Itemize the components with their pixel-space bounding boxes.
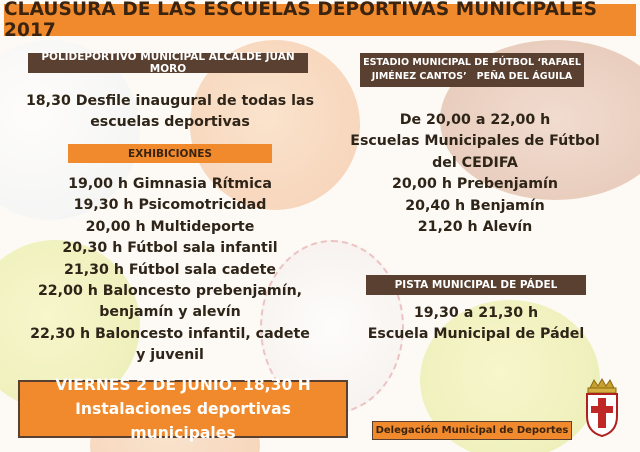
- list-item: benjamín y alevín: [99, 304, 241, 321]
- exhibitions-label: EXHIBICIONES: [128, 147, 212, 160]
- venue-label: PISTA MUNICIPAL DE PÁDEL: [394, 279, 558, 291]
- list-item: 19,00 h Gimnasia Rítmica: [68, 176, 272, 192]
- venue-label: POLIDEPORTIVO MUNICIPAL ALCALDE JUAN MORO: [41, 51, 295, 75]
- list-item: 21,20 h Alevín: [417, 219, 533, 236]
- list-item: 19,30 h Psicomotricidad: [73, 197, 267, 214]
- padel-school: Escuela Municipal de Pádel: [367, 326, 585, 343]
- list-item: Escuelas Municipales de Fútbol: [350, 133, 600, 150]
- padel-info: [345, 303, 607, 346]
- football-schedule: [345, 110, 605, 238]
- list-item: 20,00 h Multideporte: [85, 218, 255, 235]
- event-date: VIERNES 2 DE JUNIO. 18,30 H: [55, 376, 311, 394]
- list-item: De 20,00 a 22,00 h: [399, 112, 551, 128]
- list-item: 21,30 h Fútbol sala cadete: [64, 261, 276, 278]
- venue-label: JIMÉNEZ CANTOS’ PEÑA DEL ÁGUILA: [371, 71, 573, 82]
- list-item: del CEDIFA: [432, 154, 518, 171]
- venue-banner-polideportivo: [28, 53, 308, 73]
- event-place: Instalaciones deportivas municipales: [75, 400, 291, 442]
- list-item: 22,00 h Baloncesto prebenjamín,: [37, 283, 303, 300]
- coat-of-arms-icon: [582, 378, 622, 438]
- page-title: CLAUSURA DE LAS ESCUELAS DEPORTIVAS MUNICIPALES 2017: [4, 4, 636, 36]
- event-date-box: [18, 376, 348, 442]
- parade-line: escuelas deportivas: [90, 114, 250, 131]
- delegation-badge: [372, 421, 572, 440]
- list-item: 20,00 h Prebenjamín: [392, 176, 558, 193]
- list-item: 20,40 h Benjamín: [405, 197, 545, 214]
- parade-line: 18,30 Desfile inaugural de todas las: [25, 93, 315, 109]
- list-item: 20,30 h Fútbol sala infantil: [62, 240, 278, 257]
- padel-time: 19,30 a 21,30 h: [413, 305, 539, 321]
- venue-banner-padel: [366, 275, 586, 295]
- venue-banner-estadio: [360, 53, 584, 87]
- parade-text: [20, 91, 320, 134]
- delegation-label: Delegación Municipal de Deportes: [375, 425, 569, 436]
- exhibitions-heading: [68, 144, 272, 163]
- exhibitions-list: [10, 174, 330, 367]
- list-item: y juvenil: [136, 347, 204, 364]
- list-item: 22,30 h Baloncesto infantil, cadete: [30, 325, 310, 342]
- venue-label: ESTADIO MUNICIPAL DE FÚTBOL ‘RAFAEL: [363, 57, 581, 68]
